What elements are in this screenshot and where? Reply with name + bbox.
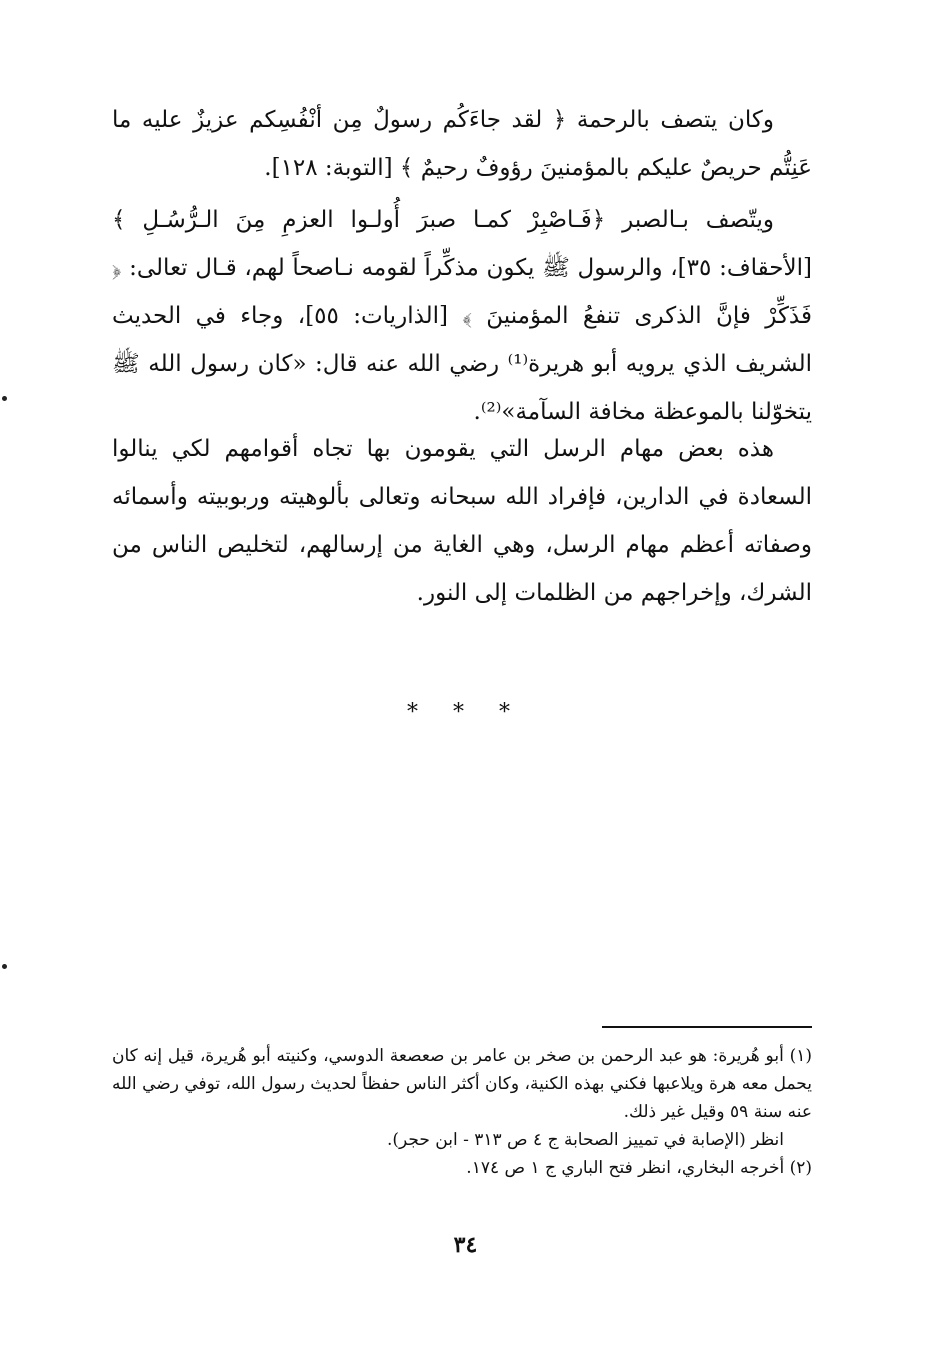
- paragraph-summary: [112, 425, 812, 617]
- page-number: ٣٤: [453, 1232, 478, 1258]
- paragraph-text: هذه بعض مهام الرسل التي يقومون بها تجاه أقوامهم لكي ينالوا السعادة في الدارين، فإفراد الله سبحانه وتعالى بألوهيته وربوبيته وأسمائه وصفاته أعظم مهام الرسل، وهي الغاية من إرسالهم، لتخليص الناس من الشرك، وإخراجهم من الظلمات إلى النور.: [112, 436, 812, 606]
- footnote-1-reference: انظر (الإصابة في تمييز الصحابة ج ٤ ص ٣١٣ - ابن حجر).: [387, 1130, 784, 1150]
- footnote-1-text: (١) أبو هُريرة: هو عبد الرحمن بن صخر بن عامر بن صعصعة الدوسي، وكنيته أبو هُريرة، قيل إنه كان يحمل معه هرة ويلاعبها فكني بهذه الكنية، وكان أكثر الناس حفظاً لحديث رسول الله، توفي رضي الله عنه سنة ٥٩ وقيل غير ذلك.: [112, 1046, 812, 1122]
- paragraph-text: وكان يتصف بالرحمة ﴿ لقد جاءَكُم رسولٌ مِن أنْفُسِكم عزيزٌ عليه ما عَنِتُّم حريصٌ عليكم بالمؤمنينَ رؤوفٌ رحيمٌ ﴾ [التوبة: ١٢٨].: [112, 107, 812, 181]
- footnote-2-text: (٢) أخرجه البخاري، انظر فتح الباري ج ١ ص ١٧٤.: [466, 1158, 812, 1178]
- paragraph-patience: [112, 196, 812, 436]
- paragraph-text: ويتّصف بـالصبر ﴿فَـاصْبِرْ كمـا صبرَ أُولـوا العزمِ مِنَ الـرُّسُـلِ ﴾ [الأحقاف: ٣٥]، والرسول ﷺ يكون مذكِّراً لقومه نـاصحاً لهم، قـال تعالى: ﴿ فَذَكِّرْ فإنَّ الذكرى تنفعُ المؤمنينَ ﴾ [الذاريات: ٥٥]، وجاء في الحديث الشريف الذي يرويه أبو هريرة⁽¹⁾ رضي الله عنه قال: «كان رسول الله ﷺ يتخوّلنا بالموعظة مخافة السآمة»⁽²⁾.: [112, 207, 812, 425]
- scan-margin-mark: [2, 396, 7, 401]
- footnotes-block: [112, 1042, 812, 1182]
- footnote-divider: [602, 1026, 812, 1028]
- section-separator: * * *: [407, 700, 524, 725]
- paragraph-mercy: [112, 96, 812, 192]
- scan-margin-mark: [2, 964, 7, 969]
